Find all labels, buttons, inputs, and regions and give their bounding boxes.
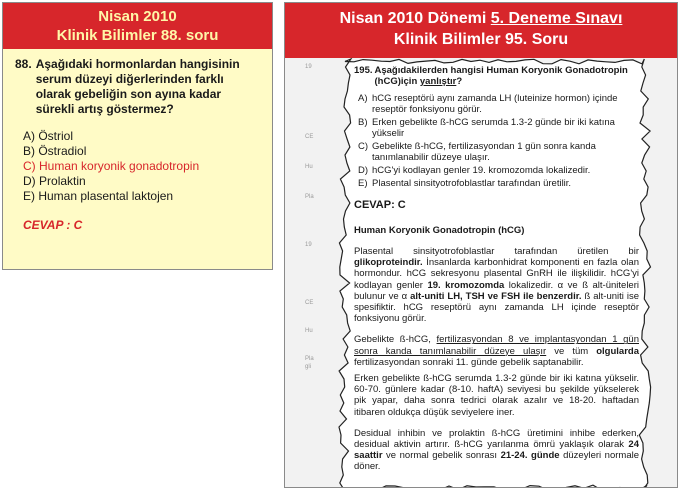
option-c xyxy=(358,141,639,163)
option-text: Erken gebelikte ß-hCG serumda 1.3-2 günde bir iki katına yükselir xyxy=(372,117,615,139)
option-letter: E) xyxy=(23,189,35,203)
text-run: İnsanlarda karbonhidrat komponenti en fazla olan hormondur. hCG sekresyonu plasental GnRH ile ilişkilidir. hCG'yi kodlayan genler xyxy=(354,257,639,291)
text-run: Plasental sinsityotrofoblastlar tarafından üretilen bir xyxy=(354,246,639,257)
explanation-paragraph-2 xyxy=(354,334,639,368)
bg-fragment: CE xyxy=(305,134,314,140)
explanation-paragraph-4 xyxy=(354,428,639,473)
question-number: 88. xyxy=(15,57,32,71)
explanation-paragraph-3: Erken gebelikte ß-hCG serumda 1.3-2 günde bir iki katına yükselir. 60-70. günlere kadar (8-10. haftA) seviyesi bu şekilde yükselerek pik yapar, daha sonra tedrici olarak azalır ve 18-20. haftadan itibaren oldukça düşük seviyelere iner. xyxy=(354,373,639,418)
option-text: Gebelikte ß-hCG, fertilizasyondan 1 gün sonra kanda tanımlanabilir düzeye ulaşır. xyxy=(372,141,596,163)
text-run: ve normal gebelik sonrası xyxy=(382,450,501,462)
option-text: hCG'yi kodlayan genler 19. kromozomda lokalizedir. xyxy=(372,165,591,176)
answer-label: CEVAP : C xyxy=(23,218,83,232)
option-text: Human plasental laktojen xyxy=(38,189,174,203)
text-run: Desidual inhibin ve prolaktin ß-hCG üretimini inhibe ederken, desidual aktivin artırır. ß-hCG yarılanma ömrü yaklaşık olarak xyxy=(354,427,639,451)
bold-run: alt-uniti LH, TSH ve FSH ile benzerdir. xyxy=(410,290,582,302)
text-run: Gebelikte ß-hCG, xyxy=(354,334,437,346)
underlined-run: fertilizasyondan 8 ve implantasyondan 1 gün sonra kanda tanımlanabilir düzeye ulaşır xyxy=(354,334,639,357)
panel-title-line2: Klinik Bilimler 95. Soru xyxy=(393,31,569,48)
option-e xyxy=(358,178,639,189)
panel-title-part1: Nisan 2010 Dönemi xyxy=(339,10,491,27)
option-a xyxy=(23,129,262,144)
bold-run: 21-24. günde xyxy=(500,450,560,462)
card-title-line1: Nisan 2010 xyxy=(98,8,177,25)
option-letter: B) xyxy=(358,117,368,128)
bold-run: olgularda xyxy=(596,345,639,357)
option-letter: C) xyxy=(358,141,369,152)
bg-fragment: Hu xyxy=(305,164,313,170)
panel-title-line1 xyxy=(285,8,677,29)
card-title-line2: Klinik Bilimler 88. soru xyxy=(56,27,219,44)
bg-fragment: CE xyxy=(305,300,314,306)
option-letter: E) xyxy=(358,178,368,189)
panel-header xyxy=(285,3,677,58)
explanation-paragraph-1 xyxy=(354,246,639,324)
option-text: Östriol xyxy=(38,129,74,143)
question-text-part: Aşağıdakilerden hangisi Human Koryonik Gonadotropin (hCG)için xyxy=(374,65,628,87)
question-mark: ? xyxy=(456,76,463,87)
option-a xyxy=(358,93,639,115)
panel-title-exam: 5. Deneme Sınavı xyxy=(490,10,623,27)
question-text xyxy=(375,65,640,87)
torn-paper xyxy=(307,55,671,488)
card-header xyxy=(3,3,272,49)
question-number: 195. xyxy=(354,65,373,76)
option-d xyxy=(23,174,262,189)
text-run: fertilizasyondan sonraki 11. günde gebelik saptanabilir. xyxy=(354,356,584,368)
option-d xyxy=(358,165,639,176)
bold-run: glikoproteindir. xyxy=(354,257,423,269)
bg-fragment: Hu xyxy=(305,328,313,334)
bg-fragment: gli xyxy=(305,364,312,370)
text-run: düzeyleri normale döner. xyxy=(354,450,639,473)
text-run: ß alt-uniti ise spesifiktir. hCG reseptörü aynı zamanda LH içinde reseptör fonksiyonu görür. xyxy=(354,290,639,325)
option-letter: B) xyxy=(23,144,35,158)
option-text: hCG reseptörü aynı zamanda LH (luteinize hormon) içinde reseptör fonksiyonu görür. xyxy=(372,93,618,115)
solution-content xyxy=(354,65,639,473)
bold-run: 24 saattir xyxy=(354,439,639,462)
bg-fragment: 19 xyxy=(305,64,312,70)
option-list xyxy=(358,93,639,189)
option-letter: C) xyxy=(23,159,36,173)
answer-label: CEVAP: C xyxy=(354,199,406,211)
option-b xyxy=(358,117,639,139)
text-run: ve tüm xyxy=(546,345,597,357)
option-e xyxy=(23,189,262,204)
bg-fragment: 19 xyxy=(305,242,312,248)
question-195 xyxy=(354,65,639,87)
question-text: Aşağıdaki hormonlardan hangisinin serum düzeyi diğerlerinden farklı olarak gebeliğin son ayına kadar sürekli artış göstermez? xyxy=(35,57,240,116)
question-keyword: yanlıştır xyxy=(419,76,457,87)
option-text: Plasental sinsityotrofoblastlar tarafından üretilir. xyxy=(372,178,572,189)
option-letter: D) xyxy=(23,174,36,188)
section-title: Human Koryonik Gonadotropin (hCG) xyxy=(354,225,525,236)
option-text: Human koryonik gonadotropin xyxy=(39,159,200,173)
option-b xyxy=(23,144,262,159)
option-list xyxy=(23,129,262,204)
option-letter: A) xyxy=(23,129,35,143)
option-text: Östradiol xyxy=(38,144,87,158)
text-run: lokalizedir. α ve ß alt-üniteleri bulunur ve α xyxy=(354,279,639,302)
bold-run: 19. kromozomda xyxy=(427,279,505,291)
option-letter: D) xyxy=(358,165,369,176)
card-body xyxy=(3,49,272,232)
option-text: Prolaktin xyxy=(39,174,86,188)
bg-fragment: Pla xyxy=(305,194,314,200)
option-letter: A) xyxy=(358,93,368,104)
solution-panel-95 xyxy=(284,2,678,488)
question-stem xyxy=(15,57,262,117)
bg-fragment: Pla xyxy=(305,356,314,362)
option-c-correct xyxy=(23,159,262,174)
question-card-88 xyxy=(2,2,273,270)
